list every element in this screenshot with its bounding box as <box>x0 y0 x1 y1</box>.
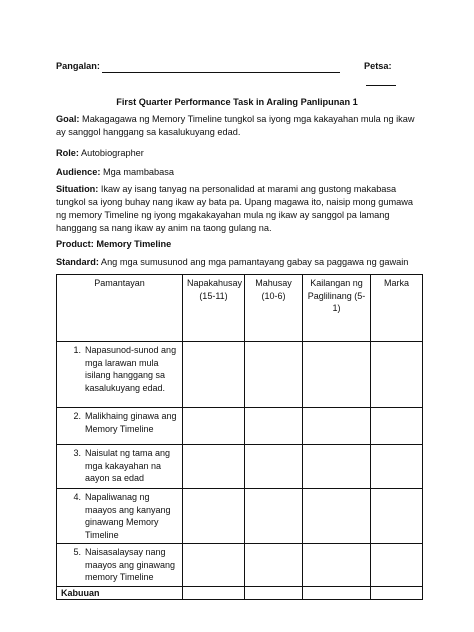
total-cell[interactable] <box>183 586 245 600</box>
total-row <box>57 586 423 600</box>
criteria-text: Naisasalaysay nang maayos ang ginawang memory Timeline <box>85 547 176 582</box>
date-label: Petsa: <box>364 61 392 71</box>
score-cell[interactable] <box>245 489 303 544</box>
standard-text: Ang mga sumusunod ang mga pamantayang gabay sa paggawa ng gawain <box>98 257 409 267</box>
criteria-text: Napaliwanag ng maayos ang kanyang ginawang Memory Timeline <box>85 492 171 540</box>
situation-label: Situation: <box>56 184 99 194</box>
product-label: Product: <box>56 239 94 249</box>
product-field <box>56 238 420 251</box>
table-row <box>57 489 423 544</box>
header-pamantayan: Pamantayan <box>57 275 183 342</box>
criteria-text: Malikhaing ginawa ang Memory Timeline <box>85 411 177 434</box>
score-cell[interactable] <box>183 489 245 544</box>
marka-cell[interactable] <box>371 408 423 445</box>
score-cell[interactable] <box>245 408 303 445</box>
audience-text: Mga mambabasa <box>100 167 174 177</box>
score-cell[interactable] <box>303 544 371 587</box>
goal-text: Makagagawa ng Memory Timeline tungkol sa iyong mga kakayahan mula ng ikaw ay sanggol hanggang sa kasalukuyang edad. <box>56 114 415 137</box>
situation-text: Ikaw ay isang tanyag na personalidad at marami ang gustong makabasa tungkol sa iyong buhay nang ikaw ay bata pa. Upang magawa ito, naisip mong gumawa ng memory Timeline ng iyong mgakakayahan mula ng ikaw ay sanggol pa lamang hanggang sa nang ikaw ay anim na taong gulang na. <box>56 184 414 233</box>
criteria-number: 4. <box>73 492 81 502</box>
table-row <box>57 445 423 489</box>
marka-cell[interactable] <box>371 489 423 544</box>
situation-field <box>56 183 420 235</box>
audience-field <box>56 166 420 179</box>
audience-label: Audience: <box>56 167 101 177</box>
date-block <box>364 60 420 86</box>
marka-cell[interactable] <box>371 445 423 489</box>
criteria-number: 5. <box>73 547 81 557</box>
criteria-cell <box>57 408 183 445</box>
name-label: Pangalan: <box>56 61 100 71</box>
criteria-cell <box>57 342 183 408</box>
goal-label: Goal: <box>56 114 80 124</box>
header-marka: Marka <box>371 275 423 342</box>
name-block <box>56 60 340 73</box>
score-cell[interactable] <box>183 408 245 445</box>
role-field <box>56 147 420 160</box>
rubric-table <box>56 274 423 600</box>
goal-field <box>56 113 420 139</box>
score-cell[interactable] <box>303 489 371 544</box>
header-napakahusay: Napakahusay (15-11) <box>183 275 245 342</box>
criteria-text: Napasunod-sunod ang mga larawan mula isilang hanggang sa kasalukuyang edad. <box>85 345 177 393</box>
criteria-cell <box>57 489 183 544</box>
criteria-number: 3. <box>73 448 81 458</box>
role-text: Autobiographer <box>78 148 144 158</box>
score-cell[interactable] <box>183 544 245 587</box>
criteria-number: 1. <box>73 345 81 355</box>
table-row <box>57 408 423 445</box>
standard-field <box>56 256 420 269</box>
score-cell[interactable] <box>245 445 303 489</box>
criteria-cell <box>57 544 183 587</box>
score-cell[interactable] <box>245 342 303 408</box>
total-cell[interactable] <box>303 586 371 600</box>
role-label: Role: <box>56 148 79 158</box>
score-cell[interactable] <box>303 408 371 445</box>
marka-cell[interactable] <box>371 544 423 587</box>
standard-label: Standard: <box>56 257 99 267</box>
score-cell[interactable] <box>245 544 303 587</box>
table-row <box>57 544 423 587</box>
document-title: First Quarter Performance Task in Araling Panlipunan 1 <box>116 97 358 107</box>
score-cell[interactable] <box>183 445 245 489</box>
name-blank-line[interactable] <box>102 62 340 73</box>
header-kailangan: Kailangan ng Paglilinang (5-1) <box>303 275 371 342</box>
header-row <box>56 60 420 74</box>
product-text: Memory Timeline <box>93 239 172 249</box>
criteria-number: 2. <box>73 411 81 421</box>
header-mahusay: Mahusay (10-6) <box>245 275 303 342</box>
marka-cell[interactable] <box>371 342 423 408</box>
score-cell[interactable] <box>303 445 371 489</box>
criteria-cell <box>57 445 183 489</box>
total-marka-cell[interactable] <box>371 586 423 600</box>
score-cell[interactable] <box>183 342 245 408</box>
criteria-text: Naisulat ng tama ang mga kakayahan na aayon sa edad <box>85 448 171 483</box>
score-cell[interactable] <box>303 342 371 408</box>
table-header-row <box>57 275 423 342</box>
table-row <box>57 342 423 408</box>
total-cell[interactable] <box>245 586 303 600</box>
date-blank-line[interactable] <box>366 75 396 86</box>
total-label: Kabuuan <box>57 586 183 600</box>
